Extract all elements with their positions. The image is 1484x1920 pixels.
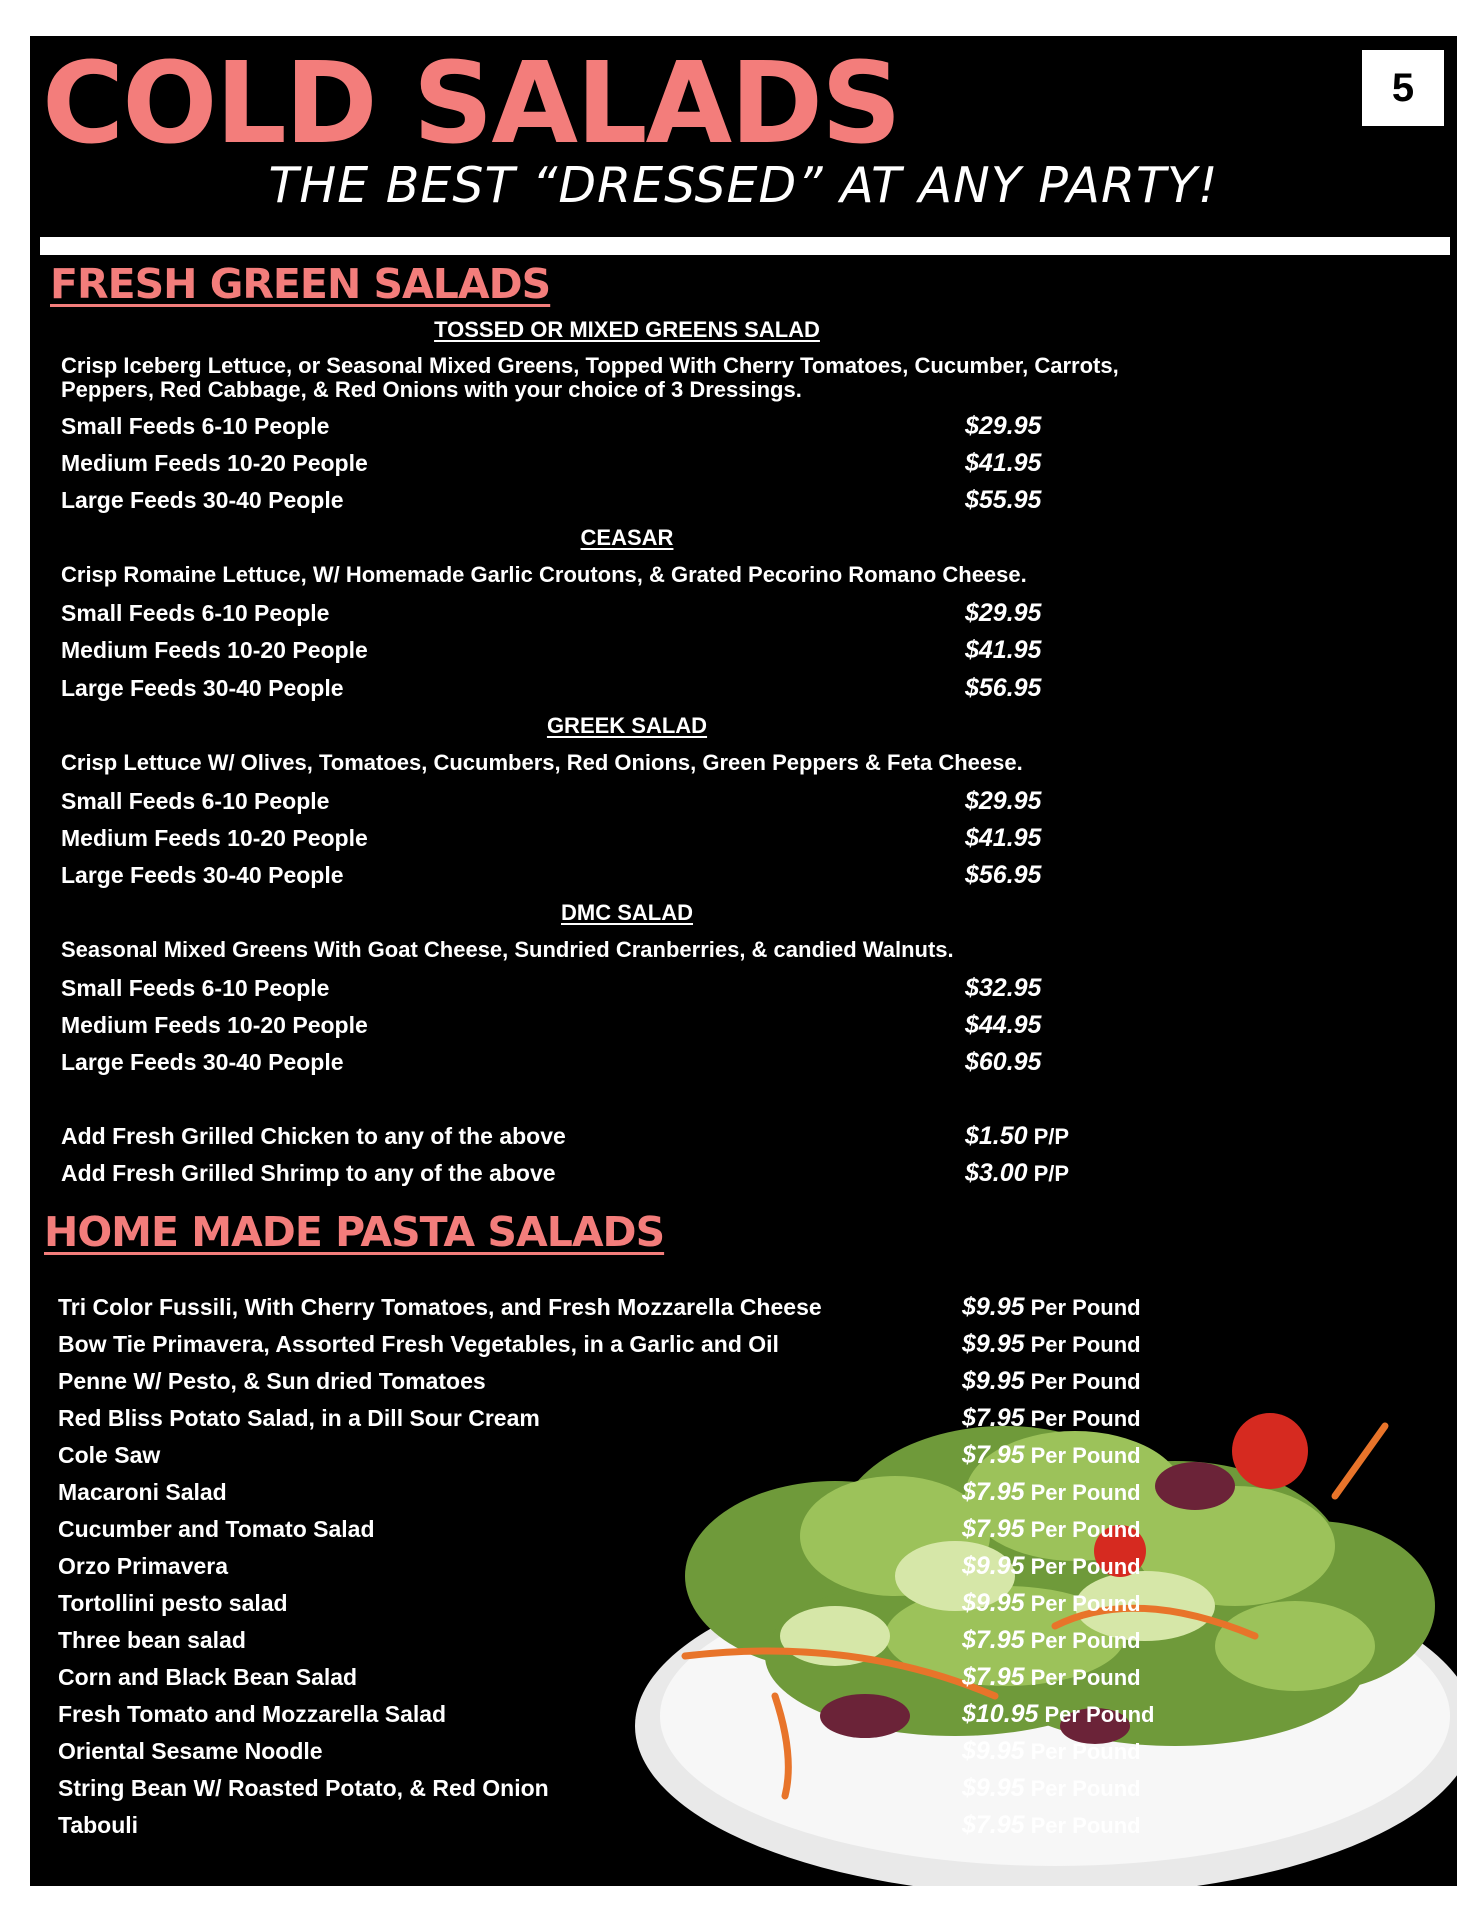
pasta-price [962,1401,1141,1436]
price-amount: $7.95 [962,1663,1025,1691]
size-label: Large Feeds 30-40 People [61,1049,344,1075]
pasta-row [58,1623,1158,1657]
price-unit: Per Pound [1030,1406,1141,1431]
price-amount: $7.95 [962,1626,1025,1654]
size-label: Large Feeds 30-40 People [61,487,344,513]
pasta-row [58,1438,1158,1472]
item-description-ceasar: Crisp Romaine Lettuce, W/ Homemade Garlic Croutons, & Grated Pecorino Romano Cheese. [61,562,1027,587]
price-amount: $32.95 [965,974,1042,1002]
price-amount: $7.95 [962,1404,1025,1432]
item-title-ceasar: CEASAR [580,525,674,550]
addon-row [61,1119,1161,1153]
price-unit: Per Pound [1030,1480,1141,1505]
size-row [61,633,1161,667]
price-unit: Per Pound [1030,1628,1141,1653]
pasta-price [962,1808,1141,1843]
price-amount: $29.95 [965,412,1042,440]
pasta-row [58,1808,1158,1842]
size-row [61,446,1161,480]
pasta-label: Tabouli [58,1812,139,1838]
size-row [61,1045,1161,1079]
pasta-label: String Bean W/ Roasted Potato, & Red Onion [58,1775,549,1801]
pasta-price [962,1697,1154,1732]
price-amount: $9.95 [962,1589,1025,1617]
size-row [61,483,1161,517]
size-price [965,633,1041,667]
size-label: Medium Feeds 10-20 People [61,637,368,663]
price-amount: $41.95 [965,636,1042,664]
size-label: Small Feeds 6-10 People [61,975,330,1001]
item-title-tossed: TOSSED OR MIXED GREENS SALAD [434,317,820,342]
pasta-row [58,1290,1158,1324]
pasta-row [58,1475,1158,1509]
price-unit: P/P [1033,1124,1070,1149]
size-label: Large Feeds 30-40 People [61,862,344,888]
pasta-price [962,1771,1141,1806]
pasta-price [962,1549,1141,1584]
item-title-greek: GREEK SALAD [546,713,708,738]
pasta-row [58,1401,1158,1435]
size-label: Medium Feeds 10-20 People [61,825,368,851]
price-amount: $56.95 [965,861,1042,889]
size-label: Small Feeds 6-10 People [61,413,330,439]
price-unit: Per Pound [1030,1739,1141,1764]
size-price [965,784,1041,818]
pasta-label: Penne W/ Pesto, & Sun dried Tomatoes [58,1368,486,1394]
size-row [61,821,1161,855]
pasta-row [58,1734,1158,1768]
price-amount: $3.00 [965,1159,1028,1187]
item-title-dmc: DMC SALAD [561,900,693,925]
pasta-price [962,1475,1141,1510]
price-amount: $10.95 [962,1700,1039,1728]
price-amount: $9.95 [962,1737,1025,1765]
price-amount: $7.95 [962,1441,1025,1469]
pasta-label: Cole Saw [58,1442,161,1468]
item-description-tossed: Crisp Iceberg Lettuce, or Seasonal Mixed Greens, Topped With Cherry Tomatoes, Cucumber, Carrots, Peppers, Red Cabbage, & Red Onions with your choice of 3 Dressings. [61,353,1119,402]
pasta-row [58,1327,1158,1361]
pasta-price [962,1364,1141,1399]
size-price [965,1008,1041,1042]
price-unit: Per Pound [1030,1776,1141,1801]
size-price [965,409,1041,443]
pasta-row [58,1660,1158,1694]
price-amount: $9.95 [962,1367,1025,1395]
price-unit: Per Pound [1030,1443,1141,1468]
pasta-row [58,1364,1158,1398]
price-amount: $1.50 [965,1122,1028,1150]
page-number-badge: 5 [1362,50,1444,126]
page-title: COLD SALADS [42,39,900,169]
size-price [965,483,1041,517]
price-amount: $29.95 [965,599,1042,627]
price-amount: $60.95 [965,1048,1042,1076]
price-amount: $7.95 [962,1811,1025,1839]
price-amount: $7.95 [962,1515,1025,1543]
size-label: Small Feeds 6-10 People [61,600,330,626]
pasta-label: Red Bliss Potato Salad, in a Dill Sour Cream [58,1405,540,1431]
price-unit: Per Pound [1030,1369,1141,1394]
price-amount: $41.95 [965,824,1042,852]
price-amount: $55.95 [965,486,1042,514]
addon-price [965,1156,1069,1191]
size-label: Small Feeds 6-10 People [61,788,330,814]
size-row [61,409,1161,443]
size-row [61,671,1161,705]
pasta-row [58,1771,1158,1805]
tagline: THE BEST “DRESSED” AT ANY PARTY! [268,157,1219,214]
addon-label: Add Fresh Grilled Chicken to any of the above [61,1123,566,1149]
pasta-label: Cucumber and Tomato Salad [58,1516,375,1542]
size-price [965,1045,1041,1079]
header-divider [40,237,1450,255]
price-unit: Per Pound [1030,1665,1141,1690]
pasta-label: Corn and Black Bean Salad [58,1664,358,1690]
price-amount: $7.95 [962,1478,1025,1506]
pasta-price [962,1290,1141,1325]
size-label: Medium Feeds 10-20 People [61,1012,368,1038]
pasta-label: Tortollini pesto salad [58,1590,288,1616]
item-description-greek: Crisp Lettuce W/ Olives, Tomatoes, Cucumbers, Red Onions, Green Peppers & Feta Cheese. [61,750,1023,775]
price-amount: $44.95 [965,1011,1042,1039]
size-price [965,446,1041,480]
addon-label: Add Fresh Grilled Shrimp to any of the above [61,1160,556,1186]
pasta-row [58,1697,1158,1731]
item-description-dmc: Seasonal Mixed Greens With Goat Cheese, Sundried Cranberries, & candied Walnuts. [61,937,954,962]
price-amount: $41.95 [965,449,1042,477]
pasta-label: Tri Color Fussili, With Cherry Tomatoes, and Fresh Mozzarella Cheese [58,1294,822,1320]
pasta-price [962,1512,1141,1547]
price-unit: Per Pound [1044,1702,1155,1727]
menu-panel [30,36,1457,1886]
price-unit: Per Pound [1030,1813,1141,1838]
pasta-label: Bow Tie Primavera, Assorted Fresh Vegetables, in a Garlic and Oil [58,1331,779,1357]
pasta-label: Three bean salad [58,1627,246,1653]
size-row [61,596,1161,630]
pasta-label: Oriental Sesame Noodle [58,1738,323,1764]
size-price [965,971,1041,1005]
size-row [61,858,1161,892]
size-label: Medium Feeds 10-20 People [61,450,368,476]
size-price [965,821,1041,855]
pasta-price [962,1438,1141,1473]
size-price [965,858,1041,892]
price-amount: $9.95 [962,1293,1025,1321]
pasta-price [962,1734,1141,1769]
price-unit: P/P [1033,1161,1070,1186]
pasta-price [962,1586,1141,1621]
pasta-price [962,1623,1141,1658]
size-label: Large Feeds 30-40 People [61,675,344,701]
price-amount: $56.95 [965,674,1042,702]
price-amount: $9.95 [962,1552,1025,1580]
size-price [965,671,1041,705]
price-amount: $29.95 [965,787,1042,815]
pasta-price [962,1327,1141,1362]
size-row [61,971,1161,1005]
size-price [965,596,1041,630]
section-heading-fresh-green: FRESH GREEN SALADS [50,260,551,308]
pasta-label: Macaroni Salad [58,1479,227,1505]
price-unit: Per Pound [1030,1295,1141,1320]
pasta-price [962,1660,1141,1695]
price-unit: Per Pound [1030,1517,1141,1542]
size-row [61,784,1161,818]
price-unit: Per Pound [1030,1554,1141,1579]
addon-price [965,1119,1069,1154]
pasta-row [58,1549,1158,1583]
price-amount: $9.95 [962,1330,1025,1358]
price-amount: $9.95 [962,1774,1025,1802]
price-unit: Per Pound [1030,1591,1141,1616]
pasta-label: Orzo Primavera [58,1553,229,1579]
size-row [61,1008,1161,1042]
addon-row [61,1156,1161,1190]
pasta-label: Fresh Tomato and Mozzarella Salad [58,1701,447,1727]
price-unit: Per Pound [1030,1332,1141,1357]
pasta-row [58,1512,1158,1546]
pasta-row [58,1586,1158,1620]
section-heading-pasta: HOME MADE PASTA SALADS [44,1208,665,1256]
